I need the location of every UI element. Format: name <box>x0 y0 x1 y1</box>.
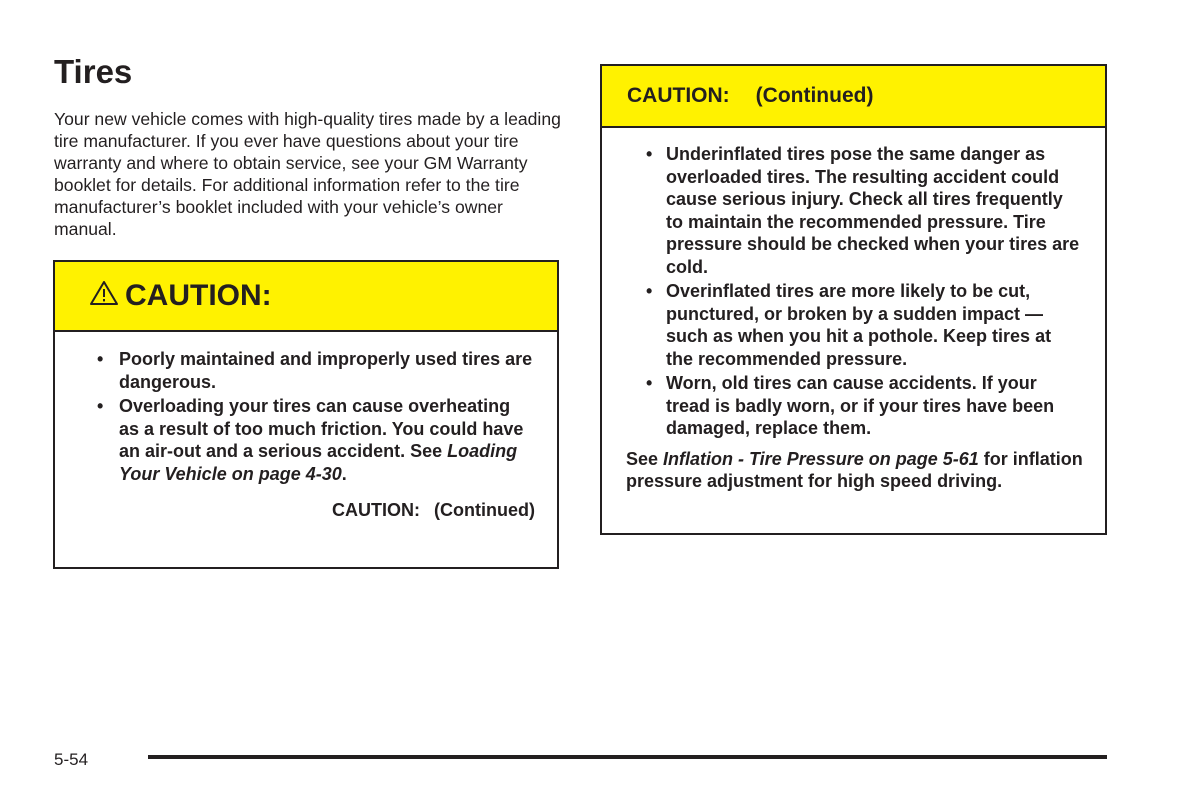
caution-header <box>55 262 557 332</box>
caution-bullet <box>97 395 535 485</box>
cross-reference: Inflation - Tire Pressure on page 5-61 <box>663 448 979 469</box>
caution-box-continued <box>600 64 1107 535</box>
bullet-icon: • <box>646 281 653 301</box>
continued-note <box>97 499 535 522</box>
cross-reference: Loading Your Vehicle on page 4-30 <box>119 441 518 484</box>
page-title: Tires <box>54 53 133 90</box>
see-note-suffix: for inflation pressure adjustment for high speed driving. <box>626 448 1083 491</box>
bullet-text-suffix: . <box>341 463 347 484</box>
bullet-icon: • <box>97 396 104 416</box>
caution-box <box>53 260 559 569</box>
page-number: 5-54 <box>54 750 89 769</box>
caution-header-continued <box>602 66 1105 128</box>
bullet-icon: • <box>646 373 653 393</box>
bullet-icon: • <box>97 349 104 369</box>
bullet-text: Overinflated tires are more likely to be cut, punctured, or broken by a sudden impact — such as when you hit a pothole. Keep tires at the recommended pressure. <box>666 281 1052 369</box>
caution-bullet <box>97 348 535 393</box>
caution-header-label: CAUTION: <box>627 84 730 107</box>
continued-label: CAUTION: <box>332 500 421 520</box>
caution-bullet <box>646 280 1083 370</box>
bullet-text: Underinflated tires pose the same danger as overloaded tires. The resulting accident could cause serious injury. Check all tires frequently to maintain the recommended pressure. Tire pressure should be checked when your tires are cold. <box>666 144 1080 277</box>
caution-header-label: CAUTION: <box>125 279 272 312</box>
caution-bullet-list <box>97 348 535 485</box>
caution-bullet <box>646 143 1083 278</box>
bullet-text: Worn, old tires can cause accidents. If your tread is badly worn, or if your tires have been damaged, replace them. <box>666 373 1055 438</box>
warning-triangle-icon <box>89 280 119 306</box>
see-note-prefix: See <box>626 448 664 469</box>
bullet-text: Overloading your tires can cause overheating as a result of too much friction. You could have an air-out and a serious accident. See <box>119 396 524 461</box>
caution-header-suffix: (Continued) <box>755 84 874 107</box>
caution-bullet <box>646 372 1083 440</box>
caution-body <box>55 332 557 522</box>
bullet-icon: • <box>646 144 653 164</box>
footer-rule <box>148 755 1107 759</box>
continued-suffix: (Continued) <box>434 500 535 520</box>
caution-body-continued <box>602 128 1105 493</box>
see-also-note <box>626 448 1083 493</box>
caution-bullet-list <box>626 143 1083 440</box>
intro-paragraph: Your new vehicle comes with high-quality tires made by a leading tire manufacturer. If you ever have questions about your tire warranty and where to obtain service, see your GM Warranty booklet for details. For additional information refer to the tire manufacturer’s booklet included with your vehicle’s owner manual. <box>54 109 561 239</box>
bullet-text: Poorly maintained and improperly used tires are dangerous. <box>119 349 533 392</box>
